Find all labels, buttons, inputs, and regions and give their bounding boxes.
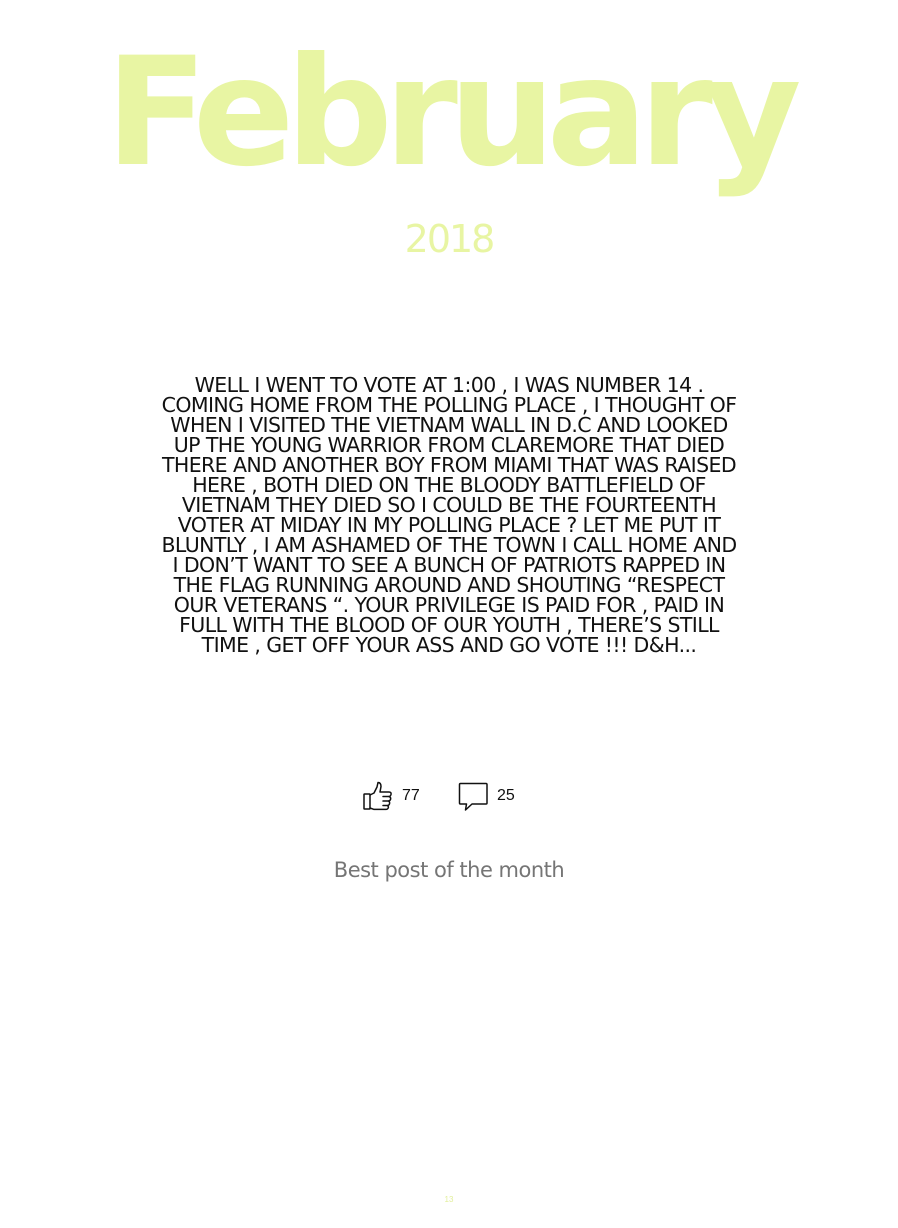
post-stats (0, 778, 898, 814)
speech-bubble-icon (457, 780, 489, 812)
best-post-caption: Best post of the month (333, 858, 565, 882)
thumbs-up-icon (362, 780, 394, 812)
likes-stat[interactable] (362, 778, 420, 814)
comments-count: 25 (497, 787, 515, 804)
year-label: 2018 (404, 217, 494, 261)
likes-count: 77 (402, 787, 420, 804)
comments-stat[interactable] (457, 778, 515, 814)
post-text: WELL I WENT TO VOTE AT 1:00 , I WAS NUMBER 14 . COMING HOME FROM THE POLLING PLACE , I THOUGHT OF WHEN I VISITED THE VIETNAM WALL IN D.C AND LOOKED UP THE YOUNG WARRIOR FROM CLAREMORE THAT DIED THERE AND ANOTHER BOY FROM MIAMI THAT WAS RAISED HERE , BOTH DIED ON THE BLOODY BATTLEFIELD OF VIETNAM THEY DIED SO I COULD BE THE FOURTEENTH VOTER AT MIDAY IN MY POLLING PLACE ? LET ME PUT IT BLUNTLY , I AM ASHAMED OF THE TOWN I CALL HOME AND I DON’T WANT TO SEE A BUNCH OF PATRIOTS RAPPED IN THE FLAG RUNNING AROUND AND SHOUTING “RESPECT OUR VETERANS “. YOUR PRIVILEGE IS PAID FOR , PAID IN FULL WITH THE BLOOD OF OUR YOUTH , THERE’S STILL TIME , GET OFF YOUR ASS AND GO VOTE !!! D&H... (161, 373, 737, 657)
page-number: 13 (444, 1195, 454, 1204)
month-title: February (105, 26, 793, 200)
